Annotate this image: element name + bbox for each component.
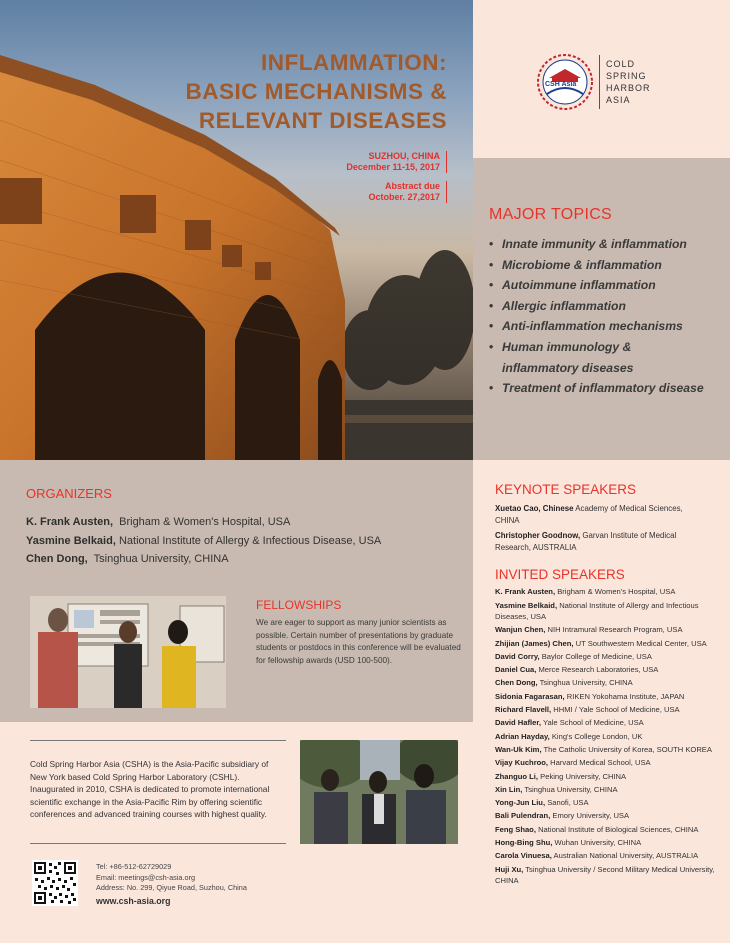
speaker-name: Wanjun Chen, <box>495 625 546 635</box>
speaker-name: Zhanguo Li, <box>495 771 539 781</box>
invited-speaker <box>495 586 729 597</box>
speaker-name: Sidonia Fagarasan, <box>495 691 565 701</box>
organizers-heading: ORGANIZERS <box>26 486 112 501</box>
speakers-panel <box>473 460 730 943</box>
event-title-line-3: RELEVANT DISEASES <box>198 108 447 133</box>
contact-info <box>96 862 247 906</box>
speaker-name: Xuetao Cao, Chinese <box>495 504 574 513</box>
event-title-line-2: BASIC MECHANISMS & <box>185 79 447 104</box>
speaker-name: Bali Pulendran, <box>495 811 551 821</box>
speaker-affiliation: Yale School of Medicine, USA <box>543 718 644 728</box>
logo-line-harbor: HARBOR <box>606 83 651 93</box>
event-dates: December 11-15, 2017 <box>346 162 440 172</box>
fellowships-heading: FELLOWSHIPS <box>256 598 342 612</box>
topic-item: • Microbiome & inflammation <box>489 255 730 276</box>
invited-speaker <box>495 784 729 795</box>
event-location: SUZHOU, CHINA <box>368 151 440 161</box>
major-topics-panel <box>473 158 730 460</box>
speaker-affiliation: Brigham & Women's Hospital, USA <box>557 587 676 597</box>
speaker-affiliation: National Institute of Allergy and Infectious Diseases, USA <box>495 600 699 621</box>
invited-speaker <box>495 837 729 848</box>
event-location-dates <box>346 151 447 173</box>
speaker-affiliation: Academy of Medical Sciences, CHINA <box>495 504 683 525</box>
invited-speaker <box>495 600 729 623</box>
logo-badge: CSH Asia <box>545 81 577 88</box>
organizer-item <box>26 532 381 551</box>
speaker-name: Daniel Cua, <box>495 665 537 675</box>
invited-heading: INVITED SPEAKERS <box>495 567 625 583</box>
keynote-speaker <box>495 503 709 526</box>
organizer-name: Yasmine Belkaid, <box>26 534 116 547</box>
speaker-name: David Corry, <box>495 651 540 661</box>
speaker-name: Wan-Uk Kim, <box>495 744 542 754</box>
speaker-name: Huji Xu, <box>495 864 524 874</box>
invited-speaker <box>495 638 729 649</box>
invited-speaker <box>495 624 729 635</box>
speaker-affiliation: HHMI / Yale School of Medicine, USA <box>553 705 680 715</box>
logo-panel <box>473 0 730 158</box>
abstract-label: Abstract due <box>384 181 440 191</box>
about-top-rule <box>30 740 286 741</box>
invited-speaker <box>495 731 729 742</box>
invited-speaker <box>495 704 729 715</box>
contact-email[interactable]: Email: meetings@csh-asia.org <box>96 872 196 882</box>
speaker-affiliation: Peking University, CHINA <box>540 771 627 781</box>
invited-speaker <box>495 664 729 675</box>
event-title <box>185 48 447 135</box>
hero-photo <box>0 0 473 460</box>
contact-address: Address: No. 299, Qiyue Road, Suzhou, China <box>96 883 247 892</box>
topics-list <box>489 234 730 399</box>
invited-speaker <box>495 797 729 808</box>
keynote-heading: KEYNOTE SPEAKERS <box>495 482 637 497</box>
speaker-affiliation: NIH Intramural Research Program, USA <box>547 625 683 635</box>
speaker-name: David Hafler, <box>495 718 542 728</box>
contact-tel: Tel: +86-512-62729029 <box>96 862 172 871</box>
speaker-affiliation: Tsinghua University / Second Military Medical University, CHINA <box>495 864 715 885</box>
speaker-affiliation: RIKEN Yokohama Institute, JAPAN <box>566 691 685 701</box>
speaker-affiliation: Sanofi, USA <box>547 798 589 808</box>
invited-speaker <box>495 691 729 702</box>
organizer-item <box>26 550 381 569</box>
keynote-speaker <box>495 530 709 553</box>
speaker-name: Richard Flavell, <box>495 705 552 715</box>
organizer-affiliation: National Institute of Allergy & Infectious Disease, USA <box>118 534 382 547</box>
speaker-name: Hong-Bing Shu, <box>495 838 553 848</box>
speaker-affiliation: Harvard Medical School, USA <box>550 758 651 768</box>
speaker-affiliation: National Institute of Biological Sciences, CHINA <box>538 824 699 834</box>
abstract-deadline <box>368 181 447 203</box>
speaker-name: Chen Dong, <box>495 678 538 688</box>
invited-speaker <box>495 744 729 755</box>
speaker-name: Adrian Hayday, <box>495 731 550 741</box>
speaker-affiliation: Australian National University, AUSTRALIA <box>553 851 699 861</box>
keynote-list <box>495 503 709 553</box>
topic-item: • Allergic inflammation <box>489 296 730 317</box>
speaker-name: Yasmine Belkaid, <box>495 600 558 610</box>
topic-item: • Human immunology & <box>489 337 730 358</box>
organizer-item <box>26 513 381 532</box>
invited-speaker <box>495 864 729 887</box>
invited-speaker <box>495 757 729 768</box>
invited-speaker <box>495 651 729 662</box>
speaker-affiliation: UT Southwestern Medical Center, USA <box>575 638 707 648</box>
logo-line-spring: SPRING <box>606 71 647 81</box>
topic-item: • Autoimmune inflammation <box>489 275 730 296</box>
event-title-line-1: INFLAMMATION: <box>260 50 447 75</box>
topic-item: • Anti-inflammation mechanisms <box>489 316 730 337</box>
qr-code-icon <box>32 860 78 906</box>
invited-speaker <box>495 824 729 835</box>
speaker-affiliation: King's College London, UK <box>551 731 643 741</box>
topic-item: • Innate immunity & inflammation <box>489 234 730 255</box>
organizer-affiliation: Brigham & Women's Hospital, USA <box>119 516 291 528</box>
speaker-name: Christopher Goodnow, <box>495 531 581 541</box>
speaker-name: K. Frank Austen, <box>495 587 556 597</box>
invited-list <box>495 586 729 886</box>
logo-divider <box>599 55 600 109</box>
logo-line-asia: ASIA <box>606 95 631 105</box>
invited-speaker <box>495 850 729 861</box>
logo-line-cold: COLD <box>606 59 636 69</box>
invited-speaker <box>495 810 729 821</box>
speaker-affiliation: Garvan Institute of Medical Research, AUSTRALIA <box>495 531 677 552</box>
speaker-affiliation: Merce Research Laboratories, USA <box>538 665 659 675</box>
speaker-affiliation: Tsinghua University, CHINA <box>539 678 633 688</box>
speaker-affiliation: Tsinghua University, CHINA <box>524 784 618 794</box>
speaker-name: Vijay Kuchroo, <box>495 758 549 768</box>
speaker-affiliation: Baylor College of Medicine, USA <box>541 651 652 661</box>
about-csha-text: Cold Spring Harbor Asia (CSHA) is the Asia-Pacific subsidiary of New York based Cold Spring Harbor Laboratory (CSHL). Inaugurated in 2010, CSHA is dedicated to promote international scientific exchange in the Asia-Pacific Rim by offering scientific conferences and advanced training courses with highest quality. <box>30 759 270 820</box>
speaker-affiliation: Emory University, USA <box>552 811 630 821</box>
invited-speaker <box>495 677 729 688</box>
speaker-name: Zhijian (James) Chen, <box>495 638 574 648</box>
organizer-affiliation: Tsinghua University, CHINA <box>93 553 229 565</box>
speaker-name: Yong-Jun Liu, <box>495 798 546 808</box>
topic-item: • Treatment of inflammatory disease <box>489 378 730 399</box>
fellowships-text: We are eager to support as many junior scientists as possible. Certain number of presentations by graduate students or postdocs in this conference will be evaluated for fellowship awards (USD 100-500). <box>256 618 461 665</box>
poster-session-photo <box>30 596 226 708</box>
speaker-affiliation: Wuhan University, CHINA <box>554 838 642 848</box>
topic-item-continued: inflammatory diseases <box>502 360 634 375</box>
speaker-name: Feng Shao, <box>495 824 536 834</box>
contact-website-link[interactable]: www.csh-asia.org <box>96 895 171 906</box>
major-topics-heading: MAJOR TOPICS <box>489 206 613 223</box>
networking-photo <box>300 740 458 844</box>
speaker-name: Xin Lin, <box>495 784 523 794</box>
organizer-name: K. Frank Austen, <box>26 516 113 528</box>
about-bottom-rule <box>30 843 286 844</box>
logo-wordmark <box>606 58 651 106</box>
abstract-date: October. 27,2017 <box>368 192 440 202</box>
speaker-affiliation: The Catholic University of Korea, SOUTH KOREA <box>543 744 712 754</box>
organizer-name: Chen Dong, <box>26 553 88 565</box>
organizers-list <box>26 513 381 569</box>
invited-speaker <box>495 717 729 728</box>
invited-speaker <box>495 771 729 782</box>
speaker-name: Carola Vinuesa, <box>495 851 552 861</box>
